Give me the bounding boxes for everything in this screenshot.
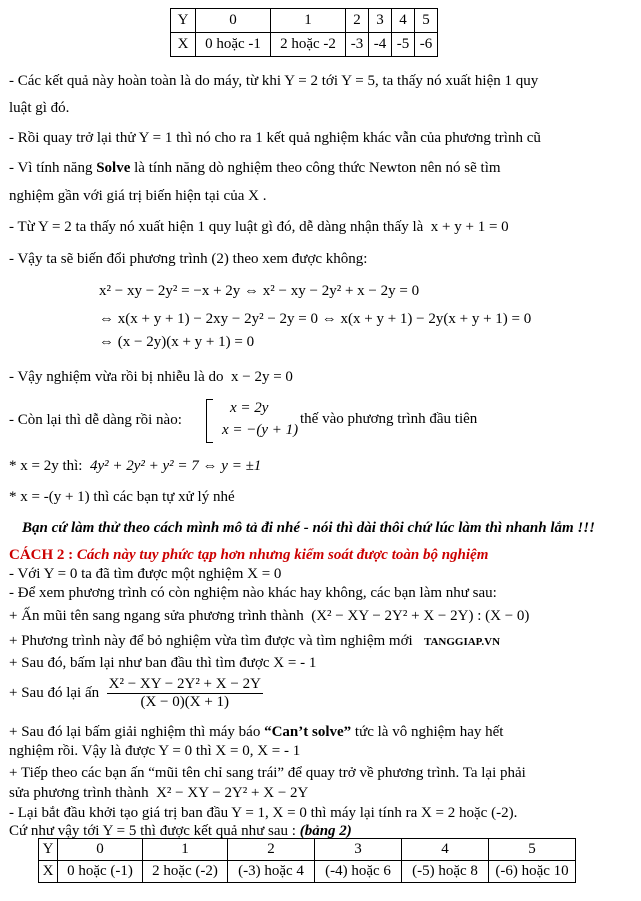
system-line: x = −(y + 1) [222, 422, 299, 438]
paragraph [9, 632, 500, 651]
table-cell: 5 [489, 839, 576, 861]
paragraph [9, 676, 263, 711]
paragraph [9, 218, 509, 236]
table-row [171, 33, 438, 57]
text: Cứ như vậy tới Y = 5 thì được kết quả như sau : [9, 823, 296, 839]
table-cell: (-5) hoặc 8 [402, 861, 489, 883]
paragraph: nghiệm rồi. Vậy là được Y = 0 thì X = 0, X = - 1 [9, 743, 301, 759]
paragraph: + Sau đó, bấm lại như ban đầu thì tìm được X = - 1 [9, 655, 317, 671]
bold-text: Solve [96, 160, 131, 176]
fraction-numerator: X² − XY − 2Y² + X − 2Y [108, 676, 261, 692]
text: + Sau đó lại ấn [9, 685, 100, 701]
emphasis-note: Bạn cứ làm thử theo cách mình mô tả đi nhé - nói thì dài thôi chứ lúc làm thì nhanh lắm !!! [22, 520, 595, 536]
paragraph: - Với Y = 0 ta đã tìm được một nghiệm X = 0 [9, 566, 282, 582]
table-cell: (-4) hoặc 6 [315, 861, 402, 883]
table-cell: -4 [369, 33, 392, 57]
table-cell: 0 [196, 9, 271, 33]
paragraph [9, 784, 308, 802]
text: - Vậy nghiệm vừa rồi bị nhiễu là do [9, 369, 224, 385]
text: - Từ Y = 2 ta thấy nó xuất hiện 1 quy luật gì đó, dễ dàng nhận thấy là [9, 219, 424, 235]
table-cell: 0 hoặc -1 [196, 33, 271, 57]
equation-line: ⇔ (x − 2y)(x + y + 1) = 0 [99, 334, 255, 350]
fraction [107, 676, 263, 711]
bold-text: (bảng 2) [299, 823, 352, 839]
table-row [39, 861, 576, 883]
system-line: x = 2y [230, 400, 269, 416]
bold-text: “Can’t solve” [264, 724, 352, 740]
table-2 [38, 838, 576, 883]
table-cell: 3 [315, 839, 402, 861]
table-cell: -6 [415, 33, 438, 57]
system-brace [206, 399, 213, 443]
table-cell: 4 [392, 9, 415, 33]
equation-line: ⇔ x(x + y + 1) − 2xy − 2y² − 2y = 0 ⇔ x(x + y + 1) − 2y(x + y + 1) = 0 [99, 311, 532, 327]
text: * x = 2y thì: [9, 458, 83, 474]
table-cell: -3 [346, 33, 369, 57]
table-cell: 5 [415, 9, 438, 33]
text: là tính năng dò nghiệm theo công thức Newton nên nó sẽ tìm [130, 160, 501, 176]
table-row [171, 9, 438, 33]
text: + Phương trình này để bỏ nghiệm vừa tìm được và tìm nghiệm mới [9, 633, 413, 649]
table-cell: (-3) hoặc 4 [228, 861, 315, 883]
table-1 [170, 8, 438, 57]
table-cell: 2 hoặc -2 [271, 33, 346, 57]
math-expression: (X² − XY − 2Y² + X − 2Y) : (X − 0) [311, 608, 530, 624]
table-cell: 2 hoặc (-2) [143, 861, 228, 883]
table-cell: 2 [228, 839, 315, 861]
table-cell: 1 [271, 9, 346, 33]
fraction-denominator: (X − 0)(X + 1) [140, 694, 230, 710]
text: sửa phương trình thành [9, 785, 149, 801]
paragraph: - Còn lại thì dễ dàng rồi nào: [9, 412, 182, 428]
table-cell: 0 [58, 839, 143, 861]
paragraph: - Rồi quay trở lại thử Y = 1 thì nó cho ra 1 kết quả nghiệm khác vẫn của phương trình cũ [9, 130, 541, 146]
table-cell: X [171, 33, 196, 57]
table-cell: -5 [392, 33, 415, 57]
table-cell: 3 [369, 9, 392, 33]
text: - Vì tính năng [9, 160, 97, 176]
math-expression: x + y + 1 = 0 [430, 219, 509, 235]
paragraph [9, 368, 293, 386]
table-cell: 0 hoặc (-1) [58, 861, 143, 883]
table-cell: 4 [402, 839, 489, 861]
text: tức là vô nghiệm hay hết [351, 724, 504, 740]
text: + Sau đó lại bấm giải nghiệm thì máy báo [9, 724, 265, 740]
equation-line: x² − xy − 2y² = −x + 2y ⇔ x² − xy − 2y² + x − 2y = 0 [99, 283, 420, 299]
paragraph [9, 723, 503, 741]
section-heading [9, 546, 488, 564]
math-expression: 4y² + 2y² + y² = 7 ⇔ y = ±1 [89, 458, 262, 474]
paragraph [9, 607, 529, 625]
math-expression: x − 2y = 0 [230, 369, 293, 385]
text: + Ấn mũi tên sang ngang sửa phương trình thành [9, 608, 304, 624]
paragraph: nghiệm gần với giá trị biến hiện tại của X . [9, 188, 267, 204]
math-expression: X² − XY − 2Y² + X − 2Y [156, 785, 309, 801]
table-cell: Y [39, 839, 58, 861]
paragraph [9, 457, 261, 475]
paragraph [9, 159, 501, 177]
paragraph: * x = -(y + 1) thì các bạn tự xử lý nhé [9, 489, 235, 505]
table-cell: X [39, 861, 58, 883]
table-cell: (-6) hoặc 10 [489, 861, 576, 883]
paragraph: - Để xem phương trình có còn nghiệm nào khác hay không, các bạn làm như sau: [9, 585, 497, 601]
section-label: CÁCH 2 : [9, 547, 74, 563]
paragraph: - Các kết quả này hoàn toàn là do máy, từ khi Y = 2 tới Y = 5, ta thấy nó xuất hiện 1 quy [9, 73, 539, 89]
table-cell: Y [171, 9, 196, 33]
table-cell: 1 [143, 839, 228, 861]
paragraph: + Tiếp theo các bạn ấn “mũi tên chỉ sang trái” để quay trở về phương trình. Ta lại phải [9, 765, 526, 781]
paragraph: thế vào phương trình đầu tiên [300, 411, 478, 427]
table-row [39, 839, 576, 861]
paragraph: - Vậy ta sẽ biến đổi phương trình (2) theo xem được không: [9, 251, 368, 267]
paragraph: - Lại bắt đầu khởi tạo giá trị ban đầu Y = 1, X = 0 thì máy lại tính ra X = 2 hoặc (-2). [9, 805, 518, 821]
section-title: Cách này tuy phức tạp hơn nhưng kiểm soát được toàn bộ nghiệm [73, 547, 489, 563]
brand-watermark: TANGGIAP.VN [423, 636, 501, 648]
table-cell: 2 [346, 9, 369, 33]
paragraph: luật gì đó. [9, 100, 70, 116]
